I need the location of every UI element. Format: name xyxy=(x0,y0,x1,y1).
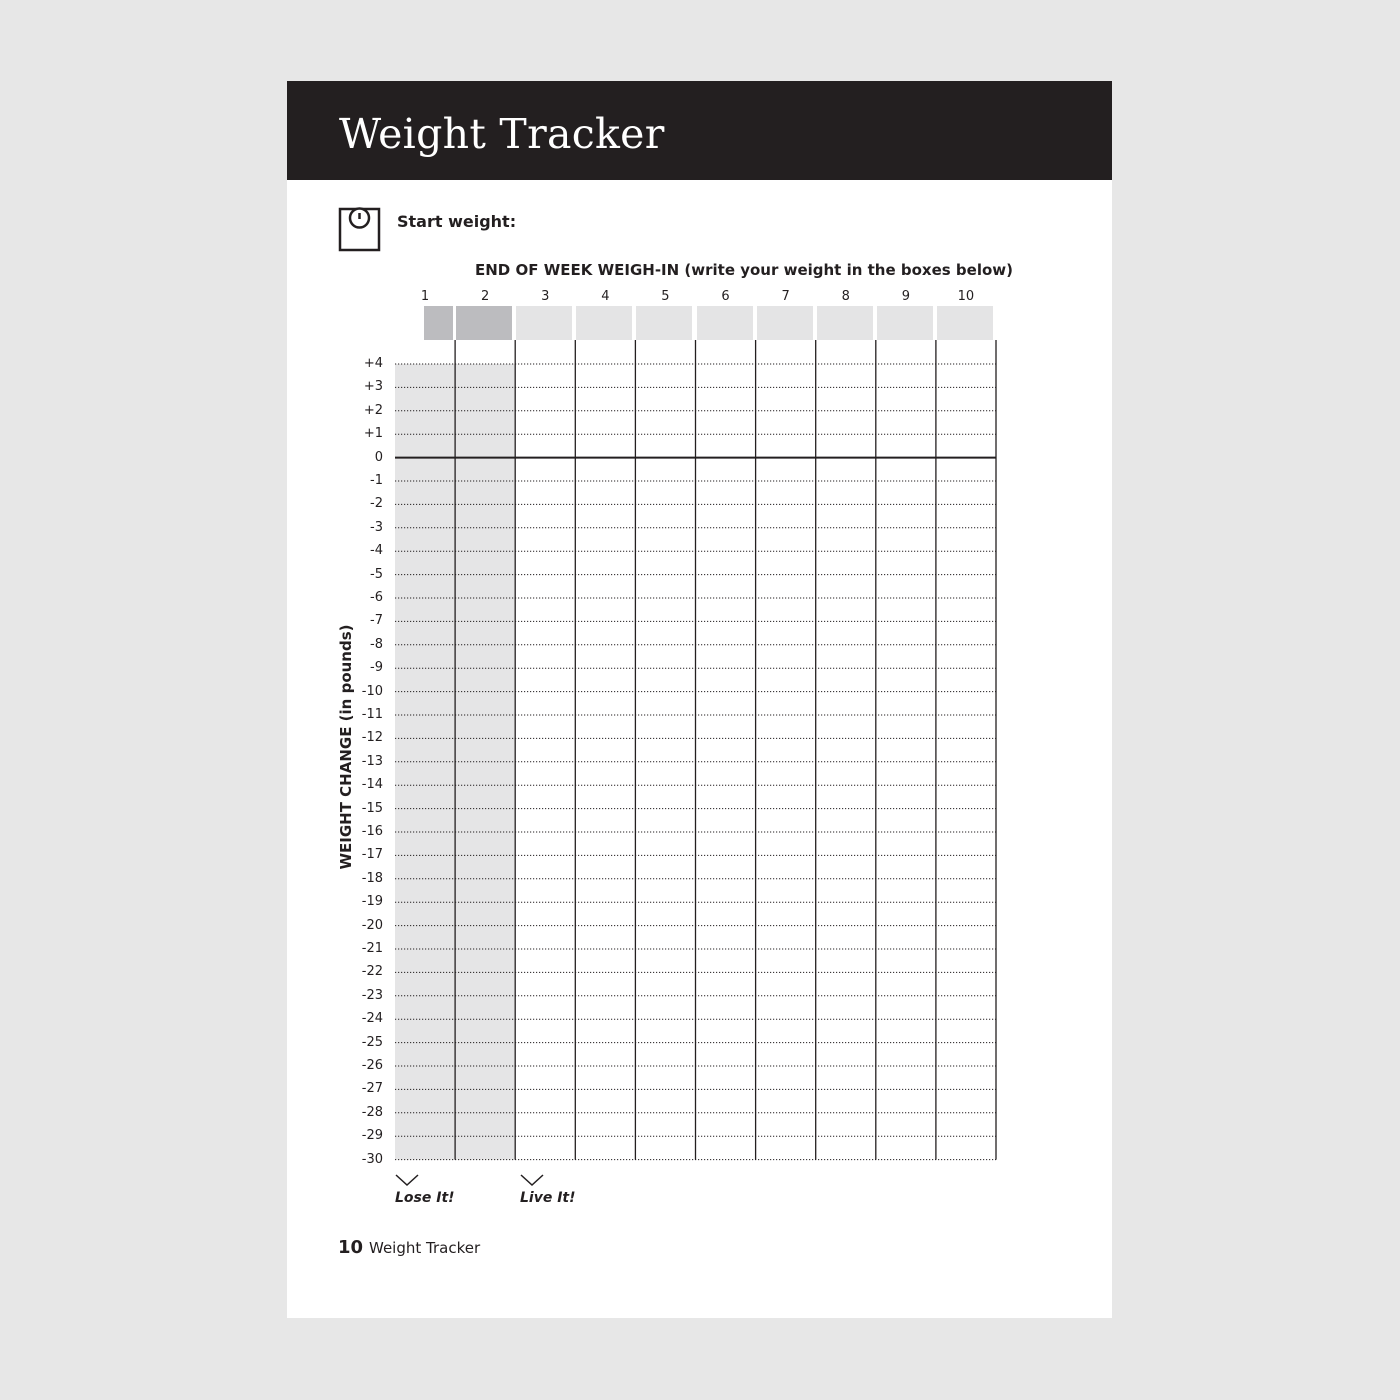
week-number: 7 xyxy=(781,289,790,304)
y-tick-label: -28 xyxy=(361,1104,383,1120)
y-tick-label: +4 xyxy=(363,356,383,371)
week-number: 6 xyxy=(721,289,730,304)
weight-change-grid xyxy=(287,81,1112,1318)
y-tick-label: -11 xyxy=(361,707,383,722)
y-tick-label: -20 xyxy=(361,917,383,933)
y-tick-label: -10 xyxy=(361,683,383,699)
y-tick-label: -6 xyxy=(370,590,383,605)
y-tick-label: -19 xyxy=(361,894,383,910)
y-tick-label: -2 xyxy=(370,496,383,512)
y-tick-label: -9 xyxy=(370,660,383,676)
week-number: 8 xyxy=(841,289,850,304)
y-axis-title: WEIGHT CHANGE (in pounds) xyxy=(337,624,355,870)
y-tick-label: -3 xyxy=(370,519,383,535)
y-tick-label: -30 xyxy=(361,1151,383,1167)
y-tick-label: -15 xyxy=(361,800,383,816)
y-tick-label: -27 xyxy=(361,1081,383,1097)
lose-it-label: Lose It! xyxy=(395,1190,455,1206)
y-tick-label: -18 xyxy=(361,870,383,886)
week-number: 5 xyxy=(661,289,670,304)
y-tick-label: -14 xyxy=(361,777,383,793)
footer-title: Weight Tracker xyxy=(369,1239,481,1257)
y-tick-label: +1 xyxy=(363,426,383,442)
week-number: 3 xyxy=(541,289,550,304)
live-it-chevron-icon xyxy=(519,1173,545,1187)
y-tick-label: -21 xyxy=(361,941,383,956)
y-tick-label: -13 xyxy=(361,753,383,769)
week-number: 10 xyxy=(957,289,975,304)
week-number: 9 xyxy=(901,289,910,304)
y-tick-label: -25 xyxy=(361,1034,383,1050)
y-tick-label: -23 xyxy=(361,987,383,1003)
week-number: 1 xyxy=(420,289,430,304)
y-tick-label: +3 xyxy=(363,379,383,395)
y-tick-label: -16 xyxy=(361,824,383,839)
y-tick-label: -29 xyxy=(361,1128,383,1144)
y-tick-label: -8 xyxy=(370,636,383,652)
y-tick-label: -1 xyxy=(370,473,383,488)
y-tick-label: -7 xyxy=(370,613,383,629)
y-tick-label: -17 xyxy=(361,847,383,863)
y-tick-label: +2 xyxy=(363,402,383,418)
week-number: 4 xyxy=(601,289,610,304)
start-weight-label: Start weight: xyxy=(397,212,517,231)
lose-it-chevron-icon xyxy=(394,1173,420,1187)
y-tick-label: -4 xyxy=(370,543,383,559)
y-tick-label: -22 xyxy=(361,964,383,980)
y-tick-label: -26 xyxy=(361,1058,383,1073)
tracker-page xyxy=(287,81,1112,1318)
page-title: Weight Tracker xyxy=(339,110,665,158)
week-number: 2 xyxy=(481,289,490,304)
live-it-label: Live It! xyxy=(520,1190,576,1206)
weigh-in-title: END OF WEEK WEIGH-IN (write your weight in the boxes below) xyxy=(475,261,1013,279)
y-tick-label: -12 xyxy=(361,730,383,746)
y-tick-label: 0 xyxy=(374,449,383,465)
y-tick-label: -24 xyxy=(361,1011,383,1027)
y-tick-label: -5 xyxy=(370,566,383,582)
page-number: 10 xyxy=(338,1237,364,1258)
